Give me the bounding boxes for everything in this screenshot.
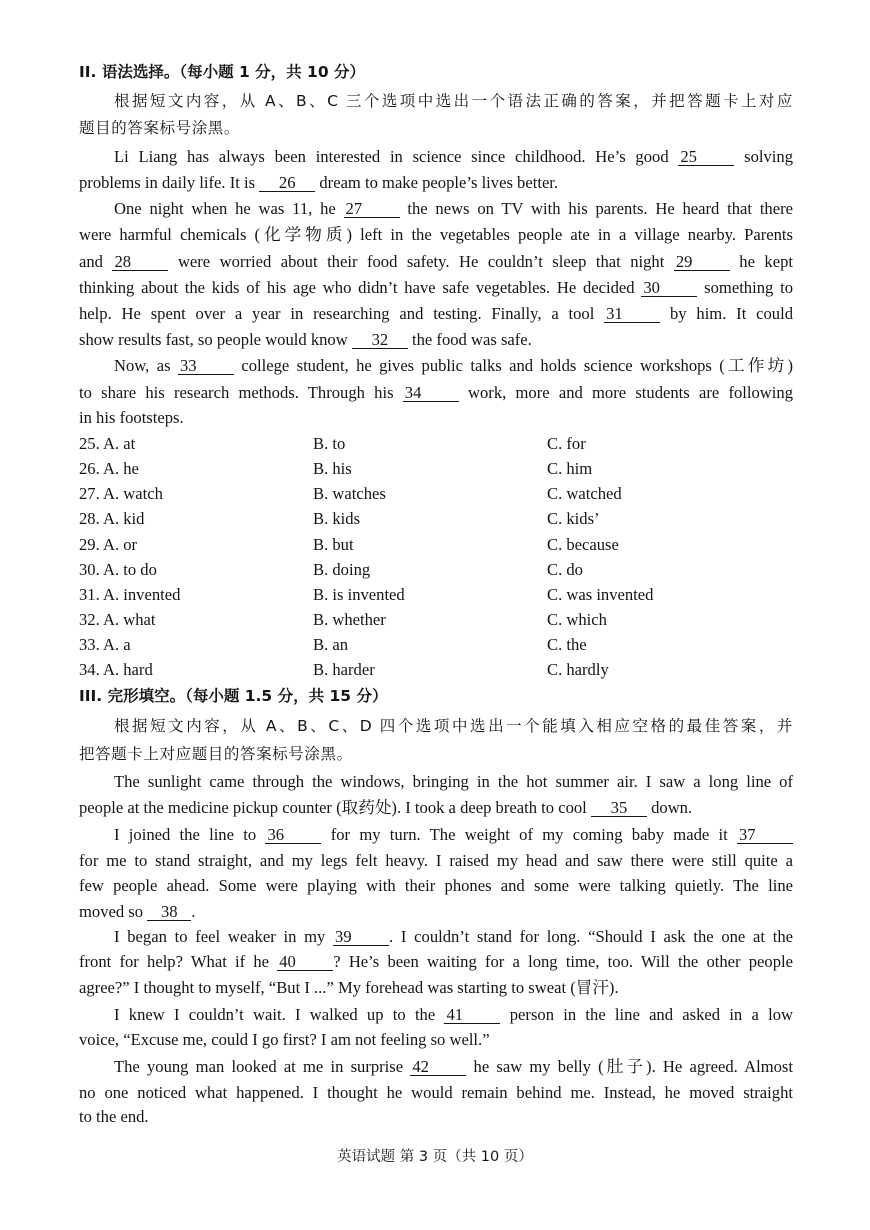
text: people at the medicine pickup counter (取药处). I took a deep breath to cool xyxy=(79,798,587,817)
cloze-passage-line xyxy=(114,927,793,947)
text: the food was safe. xyxy=(412,330,532,349)
text: person in the line and asked in a low xyxy=(509,1005,793,1024)
cloze-passage-line xyxy=(79,798,793,818)
passage-3-line: in his footsteps. xyxy=(79,408,184,427)
option-a: 25. A. at xyxy=(79,434,136,453)
passage-2-line xyxy=(79,278,793,298)
text: show results fast, so people would know xyxy=(79,330,348,349)
text: moved so xyxy=(79,902,144,921)
text: One night when he was 11, he xyxy=(114,199,336,218)
option-a: 26. A. he xyxy=(79,459,139,478)
option-a: 28. A. kid xyxy=(79,509,145,528)
cloze-passage-line: to the end. xyxy=(79,1107,149,1126)
blank-29: 29 xyxy=(674,254,730,271)
text: college student, he gives public talks and holds science workshops (工作坊) xyxy=(241,356,794,375)
text: something to xyxy=(704,278,793,297)
option-a: 33. A. a xyxy=(79,635,131,654)
passage-2-line: were harmful chemicals (化学物质) left in the vegetables people ate in a village nearby. Parents xyxy=(79,225,793,244)
option-b: B. an xyxy=(313,635,349,654)
page-footer: 英语试题 第 3 页（共 10 页） xyxy=(337,1149,533,1165)
text: dream to make people’s lives better. xyxy=(319,173,559,192)
text: ? He’s been waiting for a long time, too. Will the other people xyxy=(333,952,793,971)
text: I knew I couldn’t wait. I walked up to the xyxy=(114,1005,436,1024)
option-c: C. for xyxy=(547,434,586,453)
option-c: C. do xyxy=(547,560,583,579)
cloze-passage-line xyxy=(114,825,793,845)
section-3-instruction-line-2: 把答题卡上对应题目的答案标号涂黑。 xyxy=(79,745,353,763)
passage-1-line xyxy=(114,147,793,167)
text: . I couldn’t stand for long. “Should I ask the one at the xyxy=(389,927,793,946)
option-c: C. him xyxy=(547,459,593,478)
text: and xyxy=(79,252,103,271)
option-b: B. but xyxy=(313,535,354,554)
cloze-passage-line: for me to stand straight, and my legs felt heavy. I raised my head and saw there were still quite a xyxy=(79,851,793,870)
blank-42: 42 xyxy=(410,1059,466,1076)
option-a: 29. A. or xyxy=(79,535,138,554)
blank-30: 30 xyxy=(641,280,697,297)
passage-2-line xyxy=(79,330,793,350)
cloze-passage-line: agree?” I thought to myself, “But I ...” My forehead was starting to sweat (冒汗). xyxy=(79,978,619,997)
text: were worried about their food safety. He couldn’t sleep that night xyxy=(177,252,665,271)
option-b: B. watches xyxy=(313,484,386,503)
blank-27: 27 xyxy=(344,201,400,218)
section-2-instruction-line-2: 题目的答案标号涂黑。 xyxy=(79,119,241,137)
cloze-passage-line xyxy=(114,1005,793,1025)
blank-32: 32 xyxy=(352,332,408,349)
passage-2-line xyxy=(79,304,793,324)
option-b: B. kids xyxy=(313,509,361,528)
passage-3-line xyxy=(114,356,793,376)
blank-35: 35 xyxy=(591,800,647,817)
cloze-passage-line: The sunlight came through the windows, bringing in the hot summer air. I saw a long line of xyxy=(114,772,793,791)
option-c: C. watched xyxy=(547,484,622,503)
text: for my turn. The weight of my coming baby made it xyxy=(330,825,728,844)
blank-28: 28 xyxy=(112,254,168,271)
option-a: 32. A. what xyxy=(79,610,156,629)
text: front for help? What if he xyxy=(79,952,270,971)
text: help. He spent over a year in researching and testing. Finally, a tool xyxy=(79,304,595,323)
cloze-passage-line xyxy=(114,1057,793,1077)
blank-39: 39 xyxy=(333,929,389,946)
option-b: B. to xyxy=(313,434,346,453)
option-b: B. his xyxy=(313,459,352,478)
blank-26: 26 xyxy=(259,175,315,192)
text: The young man looked at me in surprise xyxy=(114,1057,404,1076)
blank-41: 41 xyxy=(444,1007,500,1024)
option-b: B. harder xyxy=(313,660,375,679)
passage-2-line xyxy=(79,252,793,272)
blank-38: 38 xyxy=(147,904,191,921)
option-c: C. because xyxy=(547,535,619,554)
text: he kept xyxy=(739,252,794,271)
option-c: C. hardly xyxy=(547,660,609,679)
blank-36: 36 xyxy=(265,827,321,844)
option-c: C. kids’ xyxy=(547,509,600,528)
option-a: 30. A. to do xyxy=(79,560,157,579)
blank-37: 37 xyxy=(737,827,793,844)
text: Now, as xyxy=(114,356,171,375)
passage-2-line xyxy=(114,199,793,219)
option-a: 27. A. watch xyxy=(79,484,163,503)
option-b: B. is invented xyxy=(313,585,405,604)
text: solving xyxy=(744,147,793,166)
option-c: C. the xyxy=(547,635,587,654)
blank-33: 33 xyxy=(178,358,234,375)
text: work, more and more students are following xyxy=(468,383,793,402)
option-a: 31. A. invented xyxy=(79,585,181,604)
option-b: B. whether xyxy=(313,610,386,629)
text: he saw my belly (肚子). He agreed. Almost xyxy=(473,1057,793,1076)
section-2-title: II. 语法选择。（每小题 1 分，共 10 分） xyxy=(79,63,366,81)
cloze-passage-line: no one noticed what happened. I thought he would remain behind me. Instead, he moved straight xyxy=(79,1083,793,1102)
passage-1-line xyxy=(79,173,793,193)
text: problems in daily life. It is xyxy=(79,173,256,192)
option-b: B. doing xyxy=(313,560,371,579)
cloze-passage-line: few people ahead. Some were playing with their phones and some were talking quietly. The line xyxy=(79,876,793,895)
blank-40: 40 xyxy=(277,954,333,971)
blank-25: 25 xyxy=(678,149,734,166)
section-3-instruction-line-1: 根据短文内容，从 A、B、C、D 四个选项中选出一个能填入相应空格的最佳答案，并 xyxy=(114,717,793,735)
cloze-passage-line xyxy=(79,952,793,972)
text: Li Liang has always been interested in science since childhood. He’s good xyxy=(114,147,669,166)
text: to share his research methods. Through his xyxy=(79,383,394,402)
option-c: C. was invented xyxy=(547,585,654,604)
section-3-title: III. 完形填空。（每小题 1.5 分，共 15 分） xyxy=(79,687,388,705)
text: thinking about the kids of his age who didn’t have safe vegetables. He decided xyxy=(79,278,635,297)
text: the news on TV with his parents. He heard that there xyxy=(407,199,793,218)
option-a: 34. A. hard xyxy=(79,660,153,679)
passage-3-line xyxy=(79,383,793,403)
text: I began to feel weaker in my xyxy=(114,927,326,946)
cloze-passage-line: voice, “Excuse me, could I go first? I am not feeling so well.” xyxy=(79,1030,490,1049)
blank-31: 31 xyxy=(604,306,660,323)
blank-34: 34 xyxy=(403,385,459,402)
section-2-instruction-line-1: 根据短文内容，从 A、B、C 三个选项中选出一个语法正确的答案，并把答题卡上对应 xyxy=(114,92,793,110)
text: . xyxy=(191,902,196,921)
text: down. xyxy=(651,798,693,817)
option-c: C. which xyxy=(547,610,607,629)
text: by him. It could xyxy=(669,304,793,323)
text: I joined the line to xyxy=(114,825,257,844)
cloze-passage-line xyxy=(79,902,793,922)
